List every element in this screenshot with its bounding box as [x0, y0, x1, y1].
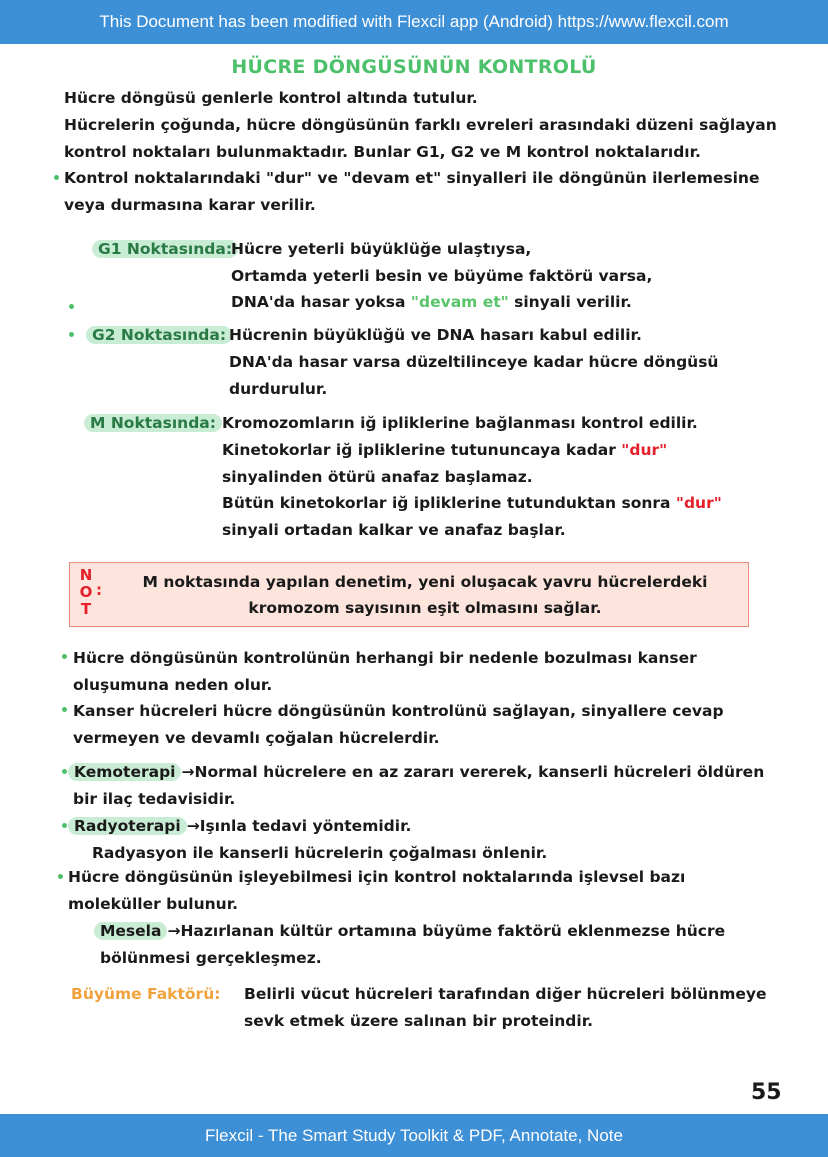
g2-label-text: G2 Noktasında: — [86, 326, 232, 344]
m-label — [84, 413, 222, 433]
bullet-dot — [62, 654, 67, 659]
g1-label-text: G1 Noktasında: — [92, 240, 238, 258]
intro-line-5: veya durmasına karar verilir. — [64, 196, 316, 214]
bottom-line-5b: moleküller bulunur. — [68, 895, 239, 913]
dur-signal: "dur" — [675, 494, 722, 512]
mesela-label: Mesela — [94, 922, 167, 940]
g1-label — [92, 239, 238, 259]
note-letter-o: O — [79, 583, 93, 601]
intro-line-4: Kontrol noktalarındaki "dur" ve "devam et" sinyalleri ile döngünün ilerlemesine — [64, 169, 760, 187]
page-title: HÜCRE DÖNGÜSÜNÜN KONTROLÜ — [231, 56, 597, 78]
m-line-2 — [222, 440, 667, 460]
intro-line-3: kontrol noktaları bulunmaktadır. Bunlar G1, G2 ve M kontrol noktalarıdır. — [64, 143, 701, 161]
note-box — [69, 562, 749, 627]
note-letter-n: N — [79, 566, 93, 584]
note-letter-t: T — [80, 600, 92, 618]
bottom-line-2a: Kanser hücreleri hücre döngüsünün kontrolünü sağlayan, sinyallere cevap — [73, 702, 724, 720]
kemoterapi-label: Kemoterapi — [68, 763, 181, 781]
bullet-dot — [69, 304, 74, 309]
kemoterapi-line — [68, 762, 764, 782]
bullet-dot — [62, 823, 67, 828]
top-banner[interactable] — [0, 0, 828, 44]
dur-signal: "dur" — [621, 441, 668, 459]
kemoterapi-text: Normal hücrelere en az zararı vererek, kanserli hücreleri öldüren — [194, 763, 765, 781]
radyoterapi-label: Radyoterapi — [68, 817, 187, 835]
m-line-3: sinyalinden ötürü anafaz başlamaz. — [222, 468, 533, 486]
radyoterapi-line-2: Radyasyon ile kanserli hücrelerin çoğalması önlenir. — [92, 844, 548, 862]
bottom-line-1b: oluşumuna neden olur. — [73, 676, 273, 694]
bullet-dot — [69, 332, 74, 337]
mesela-text: Hazırlanan kültür ortamına büyüme faktörü eklenmezse hücre — [180, 922, 726, 940]
g2-line-1: Hücrenin büyüklüğü ve DNA hasarı kabul edilir. — [229, 326, 642, 344]
bullet-dot — [62, 707, 67, 712]
page-number: 55 — [751, 1080, 782, 1105]
devam-et-signal: "devam et" — [410, 293, 509, 311]
bullet-dot — [54, 175, 59, 180]
note-text — [110, 569, 740, 621]
bullet-dot — [62, 769, 67, 774]
m-label-text: M Noktasında: — [84, 414, 222, 432]
m-line-1: Kromozomların iğ ipliklerine bağlanması kontrol edilir. — [222, 414, 698, 432]
g1-line-3c: sinyali verilir. — [508, 293, 632, 311]
bullet-dot — [58, 874, 63, 879]
note-line-2: kromozom sayısının eşit olmasını sağlar. — [248, 599, 602, 617]
mesela-line — [94, 921, 725, 941]
g1-line-2: Ortamda yeterli besin ve büyüme faktörü varsa, — [231, 267, 653, 285]
arrow-icon: → — [167, 922, 181, 940]
m-line-4a: Bütün kinetokorlar iğ ipliklerine tutunduktan sonra — [222, 494, 676, 512]
buyume-faktoru-text: Belirli vücut hücreleri tarafından diğer hücreleri bölünmeye — [244, 985, 767, 1003]
m-line-4 — [222, 493, 722, 513]
note-line-1: M noktasında yapılan denetim, yeni oluşacak yavru hücrelerdeki — [142, 573, 708, 591]
arrow-icon: → — [186, 817, 200, 835]
g1-line-3a: DNA'da hasar yoksa — [231, 293, 411, 311]
buyume-faktoru-label: Büyüme Faktörü: — [71, 985, 221, 1003]
top-banner-text[interactable]: This Document has been modified with Flexcil app (Android) https://www.flexcil.com — [99, 12, 729, 31]
bottom-line-2b: vermeyen ve devamlı çoğalan hücrelerdir. — [73, 729, 440, 747]
g1-line-1: Hücre yeterli büyüklüğe ulaştıysa, — [231, 240, 532, 258]
g2-label — [86, 325, 232, 345]
m-line-5: sinyali ortadan kalkar ve anafaz başlar. — [222, 521, 566, 539]
intro-line-1: Hücre döngüsü genlerle kontrol altında tutulur. — [64, 89, 478, 107]
bottom-line-1a: Hücre döngüsünün kontrolünün herhangi bir nedenle bozulması kanser — [73, 649, 697, 667]
bottom-banner-text[interactable]: Flexcil - The Smart Study Toolkit & PDF, Annotate, Note — [205, 1125, 623, 1145]
note-colon: : — [96, 581, 102, 599]
mesela-line-2: bölünmesi gerçekleşmez. — [100, 949, 322, 967]
g2-line-3: durdurulur. — [229, 380, 328, 398]
buyume-faktoru-text-2: sevk etmek üzere salınan bir proteindir. — [244, 1012, 594, 1030]
g2-line-2: DNA'da hasar varsa düzeltilinceye kadar hücre döngüsü — [229, 353, 719, 371]
bottom-line-5a: Hücre döngüsünün işleyebilmesi için kontrol noktalarında işlevsel bazı — [68, 868, 686, 886]
g1-line-3 — [231, 292, 632, 312]
radyoterapi-text: Işınla tedavi yöntemidir. — [199, 817, 412, 835]
m-line-2a: Kinetokorlar iğ ipliklerine tutununcaya kadar — [222, 441, 622, 459]
arrow-icon: → — [181, 763, 195, 781]
bottom-banner[interactable] — [0, 1114, 828, 1157]
radyoterapi-line — [68, 816, 411, 836]
note-label — [79, 567, 93, 618]
intro-line-2: Hücrelerin çoğunda, hücre döngüsünün farklı evreleri arasındaki düzeni sağlayan — [64, 116, 777, 134]
kemoterapi-line-2: bir ilaç tedavisidir. — [73, 790, 236, 808]
